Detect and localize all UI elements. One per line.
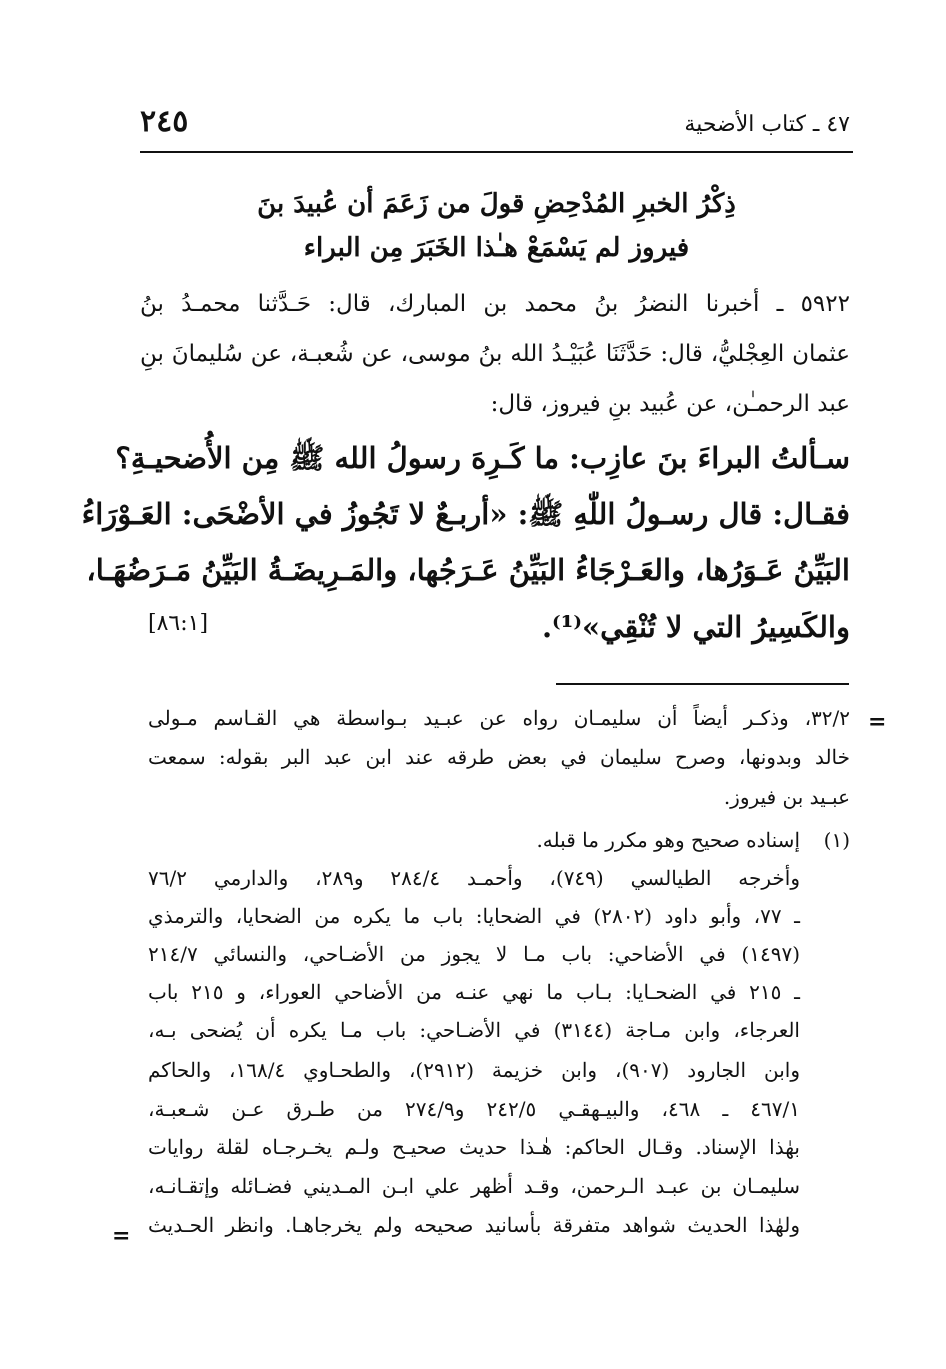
footnote-1-line-9: بهٰذا الإسناد. وقـال الحاكم: هٰـذا حديث صحيـح ولـم يخـرجـاه لقلة روايات	[148, 1135, 800, 1159]
footnote-1-line-8: ٤٦٧/١ ـ ٤٦٨، والبيـهقـي ٢٤٢/٥ و٢٧٤/٩ من طـرق عـن شـعبـة،	[148, 1097, 801, 1121]
footnote-1-line-10: سليمـان بن عبـد الـرحمن، وقـد أظهر علي ابـن المـديني فضـائله وإتقـانـه،	[148, 1174, 800, 1198]
matn-line-4: والكَسِيرُ التي لا تُنْقِي»⁽¹⁾.	[541, 610, 850, 644]
footnote-1-line-3: ـ ٧٧، وأبو داود (٢٨٠٢) في الضحايا: باب ما يكره من الضحايا، والترمذي	[148, 904, 800, 928]
matn-line-3: البَيِّنُ عَـوَرُها، والعَـرْجَاءُ البَيِّنُ عَـرَجُها، والمَـرِيضَـةُ البَيِّنُ مَـرَضُهَـا،	[86, 553, 850, 587]
running-header-chapter: ٤٧ ـ كتاب الأضحية	[684, 112, 850, 137]
header-rule	[140, 151, 853, 153]
footnote-continued-line-2: خالد وبدونها، وصرح سليمان في بعض طرقه عند ابن عبد البر بقوله: سمعت	[148, 745, 850, 769]
footnote-continued-line-1: ٣٢/٢، وذكـر أيضاً أن سليمـان رواه عن عبـيد بـواسطة هي القـاسم مـولى	[148, 706, 850, 730]
isnad-line-3: عبد الرحمـٰن، عن عُبيد بنِ فيروز، قال:	[490, 391, 850, 417]
footnote-rule	[556, 683, 849, 685]
matn-line-1: سـألتُ البراءَ بنَ عازِب: ما كَـرِهَ رسولُ الله ﷺ مِن الأُضحيـةِ؟	[115, 441, 850, 475]
footnote-1-number: (١)	[823, 828, 850, 852]
isnad-line-2: عثمان العِجْليُّ، قال: حَدَّثَنَا عُبَيْـدُ الله بنُ موسى، عن شُعبـة، عن سُليمانَ بنِ	[140, 341, 850, 367]
footnote-1-line-6: العرجاء، وابن مـاجة (٣١٤٤) في الأضـاحي: باب مـا يكره أن يُضحى بـه،	[148, 1018, 800, 1042]
continuation-mark-top: =	[868, 709, 887, 735]
continuation-mark-bottom: =	[112, 1223, 131, 1249]
section-heading-line-2: فيروز لم يَسْمَعْ هـٰذا الخَبَرَ مِن البراء	[303, 233, 690, 263]
footnote-continued-line-3: عبـيد بن فيروز.	[723, 785, 850, 809]
footnote-1-line-7: وابن الجارود (٩٠٧)، وابن خزيمة (٢٩١٢)، والطحـاوي ١٦٨/٤، والحاكم	[148, 1058, 800, 1082]
page-number: ٢٤٥	[140, 104, 189, 139]
matn-line-2: فقـال: قال رسـولُ اللّٰهِ ﷺ: «أربـعٌ لا تَجُوزُ في الأضْحَى: العَـوْرَاءُ	[81, 497, 850, 531]
section-heading-line-1: ذِكْرُ الخبرِ المُدْحِضِ قولَ من زَعَمَ أن عُبيدَ بنَ	[257, 189, 736, 219]
footnote-1-line-5: ـ ٢١٥ في الضحـايا: بـاب ما نهي عنـه من الأضاحي العوراء، و ٢١٥ باب	[148, 980, 800, 1004]
footnote-1-line-1: إسناده صحيح وهو مكرر ما قبله.	[536, 828, 800, 852]
hadith-grading-reference: [٨٦:١]	[148, 611, 209, 636]
footnote-1-line-11: ولهٰذا الحديث شواهد متفرقة بأسانيد صحيحه ولم يخرجاهـا. وانظر الحـديث	[148, 1213, 800, 1237]
isnad-line-1: ٥٩٢٢ ـ أخبرنا النضرُ بنُ محمد بن المبارك، قال: حَـدَّثنا محمـدُ بنُ	[140, 291, 850, 317]
footnote-1-line-4: (١٤٩٧) في الأضاحي: باب مـا لا يجوز من الأضـاحي، والنسائي ٢١٤/٧	[148, 942, 800, 966]
footnote-1-line-2: وأخرجه الطيالسي (٧٤٩)، وأحمـد ٢٨٤/٤ و٢٨٩، والدارمي ٧٦/٢	[148, 866, 801, 890]
